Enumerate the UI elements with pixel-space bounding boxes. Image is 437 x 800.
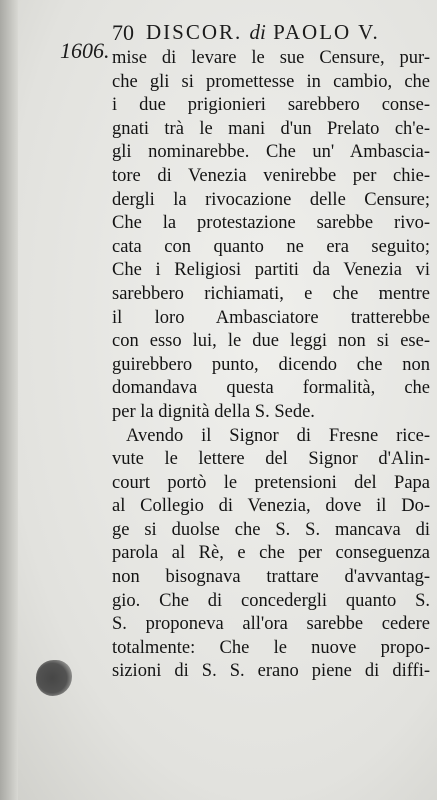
running-title bbox=[146, 20, 380, 45]
running-title-part-b: di bbox=[249, 20, 266, 44]
text-line: Che la protestazione sarebbe rivo- bbox=[112, 213, 430, 234]
text-line: Che i Religiosi partiti da Venezia vi bbox=[112, 260, 430, 281]
text-line: totalmente: Che le nuove propo- bbox=[112, 637, 430, 658]
text-line: gio. Che di concedergli quanto S. bbox=[112, 590, 430, 611]
text-line: guirebbero punto, dicendo che non bbox=[112, 354, 430, 375]
running-title-part-c: PAOLO V. bbox=[273, 20, 380, 44]
text-line: dergli la rivocazione delle Censure; bbox=[112, 189, 430, 210]
text-line: che gli si promettesse in cambio, che bbox=[112, 71, 430, 92]
text-line: non bisognava trattare d'avvantag- bbox=[112, 567, 430, 588]
text-line: S. proponeva all'ora sarebbe cedere bbox=[112, 614, 430, 635]
text-line: cata con quanto ne era seguito; bbox=[112, 236, 430, 257]
text-line: tore di Venezia venirebbe per chie- bbox=[112, 165, 430, 186]
text-line: sarebbero richiamati, e che mentre bbox=[112, 283, 430, 304]
text-line: court portò le pretensioni del Papa bbox=[112, 472, 430, 493]
text-line: ge si duolse che S. S. mancava di bbox=[112, 519, 430, 540]
text-line: Avendo il Signor di Fresne rice- bbox=[126, 425, 430, 446]
text-line: per la dignità della S. Sede. bbox=[112, 401, 315, 422]
margin-year: 1606. bbox=[60, 38, 110, 63]
body-text bbox=[112, 47, 430, 684]
text-line: domandava questa formalità, che bbox=[112, 378, 430, 399]
text-line: al Collegio di Venezia, dove il Do- bbox=[112, 496, 430, 517]
running-title-part-a: DISCOR. bbox=[146, 20, 243, 44]
page-gutter bbox=[0, 0, 18, 800]
page-number: 70 bbox=[112, 20, 134, 45]
text-line: sizioni di S. S. erano piene di diffi- bbox=[112, 661, 430, 682]
text-line: gnati trà le mani d'un Prelato ch'e- bbox=[112, 118, 430, 139]
text-line: con esso lui, le due leggi non si ese- bbox=[112, 331, 430, 352]
text-line: mise di levare le sue Censure, pur- bbox=[112, 48, 430, 68]
ink-blot bbox=[36, 660, 72, 696]
text-line: il loro Ambasciatore tratterebbe bbox=[112, 307, 430, 328]
text-line: i due prigionieri sarebbero conse- bbox=[112, 95, 430, 116]
text-line: parola al Rè, e che per conseguenza bbox=[112, 543, 430, 564]
text-line: gli nominarebbe. Che un' Ambascia- bbox=[112, 142, 430, 163]
text-line: vute le lettere del Signor d'Alin- bbox=[112, 449, 430, 470]
